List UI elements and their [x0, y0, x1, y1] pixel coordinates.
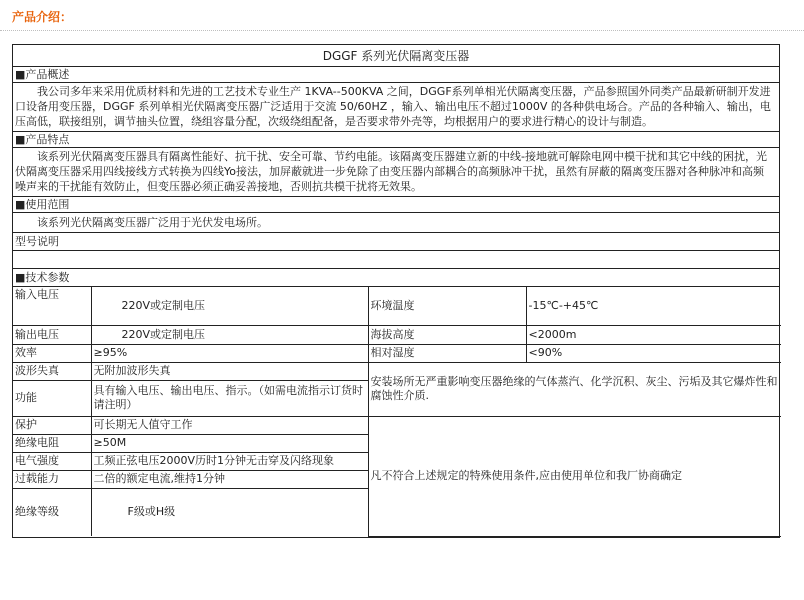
section-overview-heading: ■产品概述: [13, 67, 779, 83]
protection-label: 保护: [13, 416, 91, 434]
doc-title: DGGF 系列光伏隔离变压器: [13, 45, 779, 67]
ambient-temp-value: -15℃-+45℃: [526, 287, 781, 325]
spec-row: [13, 344, 781, 362]
input-voltage-label: 输入电压: [13, 287, 91, 325]
special-conditions-note: 凡不符合上述规定的特殊使用条件,应由使用单位和我厂协商确定: [368, 416, 781, 536]
humidity-label: 相对湿度: [368, 344, 526, 362]
product-doc-table: [12, 44, 780, 538]
install-environment-note: 安装场所无严重影响变压器绝缘的气体蒸汽、化学沉积、灰尘、污垢及其它爆炸性和腐蚀性介质.: [368, 362, 781, 416]
product-intro-heading: 产品介绍：: [12, 10, 73, 24]
input-voltage-value: 220V或定制电压: [91, 287, 368, 325]
overload-value: 二倍的额定电流,维持1分钟: [91, 470, 368, 488]
altitude-label: 海拔高度: [368, 325, 526, 344]
insulation-class-label: 绝缘等级: [13, 488, 91, 536]
overload-label: 过载能力: [13, 470, 91, 488]
output-voltage-label: 输出电压: [13, 325, 91, 344]
section-usage-heading: ■使用范围: [13, 197, 779, 213]
waveform-value: 无附加波形失真: [91, 362, 368, 380]
dielectric-strength-value: 工频正弦电压2000V历时1分钟无击穿及闪络现象: [91, 452, 368, 470]
insulation-resistance-value: ≥50M: [91, 434, 368, 452]
dielectric-strength-label: 电气强度: [13, 452, 91, 470]
humidity-value: <90%: [526, 344, 781, 362]
function-label: 功能: [13, 380, 91, 416]
altitude-value: <2000m: [526, 325, 781, 344]
header-divider: [0, 30, 804, 31]
protection-value: 可长期无人值守工作: [91, 416, 368, 434]
spec-row: [13, 287, 781, 325]
spec-row: [13, 325, 781, 344]
efficiency-label: 效率: [13, 344, 91, 362]
insulation-class-value: F级或H级: [91, 488, 368, 536]
section-features-heading: ■产品特点: [13, 132, 779, 148]
efficiency-value: ≥95%: [91, 344, 368, 362]
section-usage-text: 该系列光伏隔离变压器广泛用于光伏发电场所。: [13, 213, 779, 233]
ambient-temp-label: 环境温度: [368, 287, 526, 325]
section-tech-heading: ■技术参数: [13, 269, 779, 287]
section-overview-text: 我公司多年来采用优质材料和先进的工艺技术专业生产 1KVA--500KVA 之间，DGGF系列单相光伏隔离变压器，产品参照国外同类产品最新研制开发进口设备用变压器，DGGF 系列单相光伏隔离变压器广泛适用于交流 50/60HZ ，输入、输出电压不超过1000V 的各种供电场合。产品的各种输入、输出，电压高低，联接组别，调节抽头位置，绕组容量分配，次级绕组配备，是否要求带外壳等，均根据用户的要求进行精心的设计与制造。: [13, 83, 779, 132]
spec-row: [13, 362, 781, 380]
spec-table: [13, 287, 781, 537]
insulation-resistance-label: 绝缘电阻: [13, 434, 91, 452]
section-model-heading: 型号说明: [13, 233, 779, 251]
section-features-text: 该系列光伏隔离变压器具有隔离性能好、抗干扰、安全可靠、节约电能。该隔离变压器建立新的中线-接地就可解除电网中模干扰和其它中线的困扰，光伏隔离变压器采用四线接线方式转换为四线Yo接法，加屏蔽就进一步免除了由变压器内部耦合的高频脉冲干扰，虽然有屏蔽的隔离变压器对各种脉冲和高频噪声来的干扰能有效防止，但变压器必须正确妥善接地，否则抗共模干扰将无效果。: [13, 148, 779, 197]
output-voltage-value: 220V或定制电压: [91, 325, 368, 344]
model-blank-row: [13, 251, 779, 269]
function-value: 具有输入电压、输出电压、指示。（如需电流指示订货时请注明）: [91, 380, 368, 416]
spec-row: [13, 416, 781, 434]
waveform-label: 波形失真: [13, 362, 91, 380]
